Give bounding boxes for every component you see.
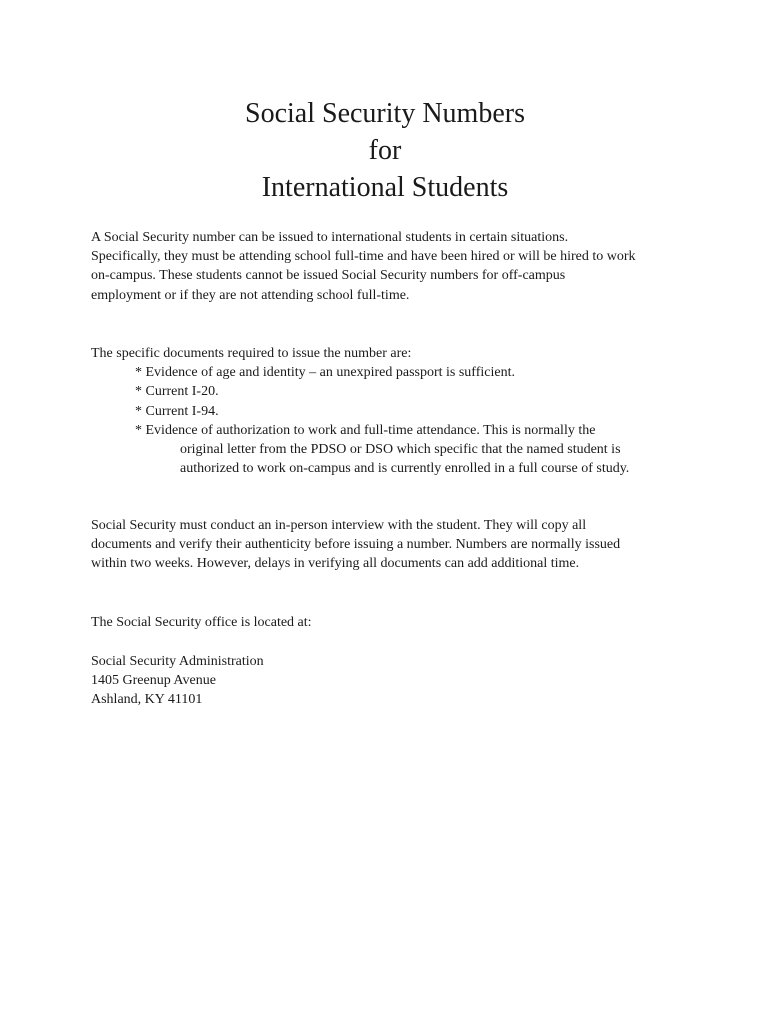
interview-line: within two weeks. However, delays in verifying all documents can add additional time. xyxy=(91,556,580,572)
interview-line: Social Security must conduct an in-person interview with the student. They will copy all xyxy=(91,518,587,533)
interview-line: documents and verify their authenticity before issuing a number. Numbers are normally issued xyxy=(91,537,621,553)
document-item: * Evidence of authorization to work and full-time attendance. This is normally the xyxy=(135,422,596,438)
office-intro xyxy=(91,613,691,632)
interview-paragraph xyxy=(91,516,691,574)
intro-line: employment or if they are not attending school full-time. xyxy=(91,287,410,303)
title-line-3: International Students xyxy=(261,172,509,203)
intro-line: Specifically, they must be attending school full-time and have been hired or will be hired to work xyxy=(91,249,636,265)
document-item: * Evidence of age and identity – an unexpired passport is sufficient. xyxy=(135,365,515,381)
document-item: * Current I-20. xyxy=(135,384,219,400)
document-item: * Current I-94. xyxy=(135,403,219,419)
office-intro-line: The Social Security office is located at: xyxy=(91,615,312,630)
address-city: Ashland, KY 41101 xyxy=(91,692,203,708)
title-line-1: Social Security Numbers xyxy=(245,98,525,129)
address-street: 1405 Greenup Avenue xyxy=(91,673,216,689)
document-title xyxy=(0,95,770,206)
document-item-continuation: original letter from the PDSO or DSO which specific that the named student is xyxy=(180,442,621,458)
intro-paragraph xyxy=(91,228,691,305)
document-item-continuation: authorized to work on-campus and is currently enrolled in a full course of study. xyxy=(180,461,630,477)
documents-heading: The specific documents required to issue the number are: xyxy=(91,346,412,361)
documents-section xyxy=(91,344,691,478)
intro-line: A Social Security number can be issued to international students in certain situations. xyxy=(91,230,569,245)
title-line-2: for xyxy=(368,135,402,166)
office-address xyxy=(91,652,691,710)
intro-line: on-campus. These students cannot be issued Social Security numbers for off-campus xyxy=(91,268,566,284)
address-name: Social Security Administration xyxy=(91,654,264,669)
